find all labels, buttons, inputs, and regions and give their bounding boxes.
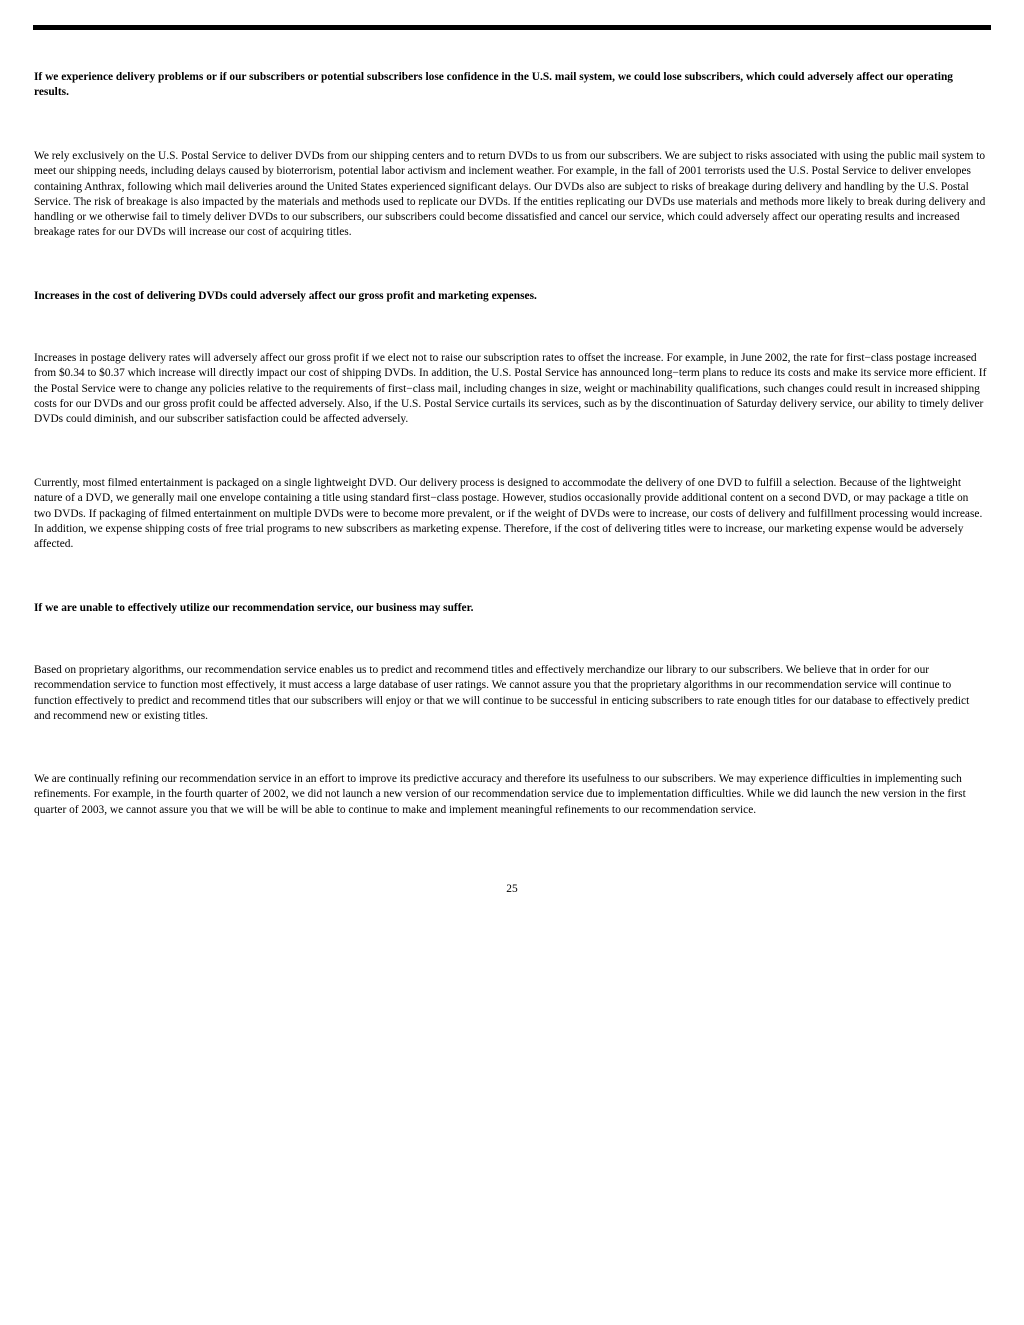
- page-number: 25: [506, 883, 518, 895]
- paragraph-postage-rates: Increases in postage delivery rates will adversely affect our gross profit if we elect not to raise our subscription rates to offset the increase. For example, in June 2002, the rate for first−class postage increased from $0.34 to $0.37 which increase will directly impact our cost of shipping DVDs. In addition, the U.S. Postal Service has announced long−term plans to reduce its costs and make its service more efficient. If the Postal Service were to change any policies relative to the requirements of first−class mail, including changes in size, weight or machinability qualifications, such changes could result in increased shipping costs for our DVDs and our gross profit could be affected adversely. Also, if the U.S. Postal Service curtails its services, such as by the discontinuation of Saturday delivery service, our ability to timely deliver DVDs could diminish, and our subscriber satisfaction could be affected adversely.: [34, 352, 987, 426]
- paragraph-recommendation-algorithms: Based on proprietary algorithms, our recommendation service enables us to predict and recommend titles and effectively merchandize our library to our subscribers. We believe that in order for our recommendation service to function most effectively, it must access a large database of user ratings. We cannot assure you that the proprietary algorithms in our recommendation service will continue to function effectively to predict and recommend titles that our subscribers will enjoy or that we will continue to be successful in enticing subscribers to rate enough titles for our database to effectively predict and recommend new or existing titles.: [34, 664, 970, 722]
- paragraph-postal-service: We rely exclusively on the U.S. Postal Service to deliver DVDs from our shipping centers and to return DVDs to us from our subscribers. We are subject to risks associated with using the public mail system to meet our shipping needs, including delays caused by bioterrorism, potential labor activism and inclement weather. For example, in the fall of 2001 terrorists used the U.S. Postal Service to deliver envelopes containing Anthrax, following which mail deliveries around the United States experienced significant delays. Our DVDs also are subject to risks of breakage during delivery and handling by the U.S. Postal Service. The risk of breakage is also impacted by the materials and methods used to replicate our DVDs. If the entities replicating our DVDs use materials and methods more likely to break during delivery and handling or we otherwise fail to timely deliver DVDs to our subscribers, our subscribers could become dissatisfied and cancel our service, which could adversely affect our operating results and increased breakage rates for our DVDs will increase our cost of acquiring titles.: [34, 150, 986, 239]
- top-rule: [33, 25, 991, 30]
- section-heading-delivery-cost: Increases in the cost of delivering DVDs could adversely affect our gross profit and marketing expenses.: [34, 290, 537, 302]
- section-heading-recommendation: If we are unable to effectively utilize our recommendation service, our business may suffer.: [34, 602, 474, 614]
- paragraph-recommendation-refinements: We are continually refining our recommendation service in an effort to improve its predictive accuracy and therefore its usefulness to our subscribers. We may experience difficulties in implementing such refinements. For example, in the fourth quarter of 2002, we did not launch a new version of our recommendation service due to implementation difficulties. While we did launch the new version in the first quarter of 2003, we cannot assure you that we will be will be able to continue to make and implement meaningful refinements to our recommendation service.: [34, 773, 966, 816]
- paragraph-dvd-packaging: Currently, most filmed entertainment is packaged on a single lightweight DVD. Our delivery process is designed to accommodate the delivery of one DVD to fulfill a selection. Because of the lightweight nature of a DVD, we generally mail one envelope containing a title using standard first−class postage. However, studios occasionally provide additional content on a second DVD, or may package a title on two DVDs. If packaging of filmed entertainment on multiple DVDs were to become more prevalent, or if the weight of DVDs were to increase, our costs of delivery and fulfillment processing would increase. In addition, we expense shipping costs of free trial programs to new subscribers as marketing expense. Therefore, if the cost of delivering titles were to increase, our marketing expense would be adversely affected.: [34, 477, 983, 551]
- section-heading-delivery: If we experience delivery problems or if our subscribers or potential subscribers lose confidence in the U.S. mail system, we could lose subscribers, which could adversely affect our operating results.: [34, 71, 953, 99]
